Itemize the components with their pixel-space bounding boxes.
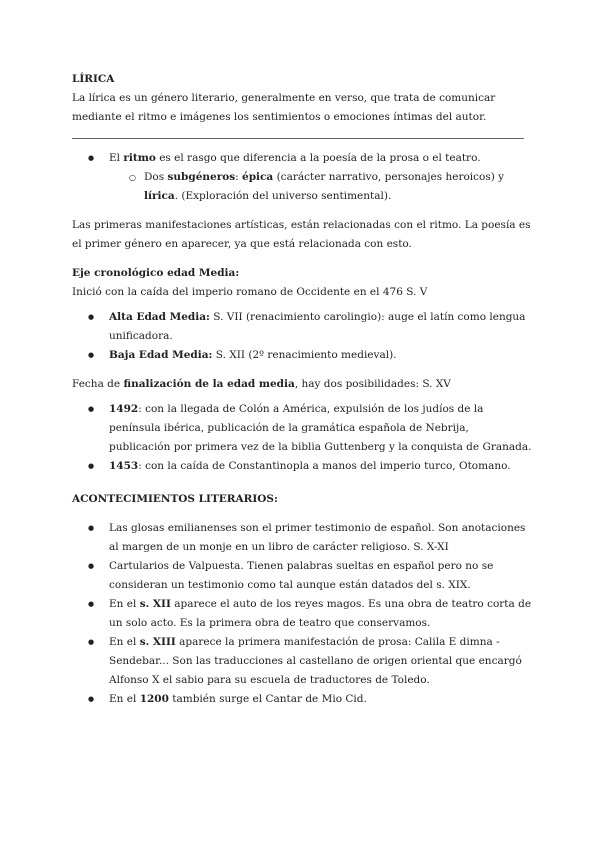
document-content [72,70,532,709]
list-item: ● 1492: con la llegada de Colón a América, expulsión de los judíos de la península ibérica, publicación de la gramática española de Nebrija, publicación por primera vez de la biblia Guttenberg y la conquista de Granada. [72,400,532,457]
list-item: ● Las glosas emilianenses son el primer testimonio de español. Son anotaciones al margen de un monje en un libro de carácter religioso. S. X-XI [72,519,532,557]
lirica-definition: La lírica es un género literario, generalmente en verso, que trata de comunicar mediante el ritmo e imágenes los sentimientos o emociones íntimas del autor. [72,92,496,123]
eje-list [72,308,532,365]
list-item: ● 1453: con la caída de Constantinopla a manos del imperio turco, Otomano. [72,457,532,476]
fin-intro: Fecha de finalización de la edad media, hay dos posibilidades: S. XV [72,378,451,390]
eje-title: Eje cronológico edad Media: [72,267,240,279]
list-item: ● Cartularios de Valpuesta. Tienen palabras sueltas en español pero no se consideran un testimonio como tal aunque están datados del s. XIX. [72,557,532,595]
horizontal-divider [72,138,524,139]
acontecimientos-title: ACONTECIMIENTOS LITERARIOS: [72,493,278,505]
list-item: ● El ritmo es el rasgo que diferencia a la poesía de la prosa o el teatro. [72,149,532,168]
acontecimientos-list [72,519,532,709]
sub-list-item: ○ Dos subgéneros: épica (carácter narrativo, personajes heroicos) y lírica. (Exploración del universo sentimental). [72,168,532,206]
list-item: ● En el s. XIII aparece la primera manifestación de prosa: Calila E dimna - Sendebar... Son las traducciones al castellano de origen oriental que encargó Alfonso X el sabio para su escuela de traductores de Toledo. [72,633,532,690]
lirica-sublist [72,168,532,206]
eje-intro: Inició con la caída del imperio romano de Occidente en el 476 S. V [72,286,428,298]
list-item: ● Baja Edad Media: S. XII (2º renacimiento medieval). [72,346,532,365]
lirica-paragraph: Las primeras manifestaciones artísticas, están relacionadas con el ritmo. La poesía es el primer género en aparecer, ya que está relacionada con esto. [72,219,531,250]
list-item: ● En el 1200 también surge el Cantar de Mio Cid. [72,690,532,709]
list-item: ● En el s. XII aparece el auto de los reyes magos. Es una obra de teatro corta de un solo acto. Es la primera obra de teatro que conservamos. [72,595,532,633]
fin-list [72,400,532,476]
lirica-list [72,149,532,168]
list-item: ● Alta Edad Media: S. VII (renacimiento carolingio): auge el latín como lengua unificadora. [72,308,532,346]
lirica-title: LÍRICA [72,73,115,85]
